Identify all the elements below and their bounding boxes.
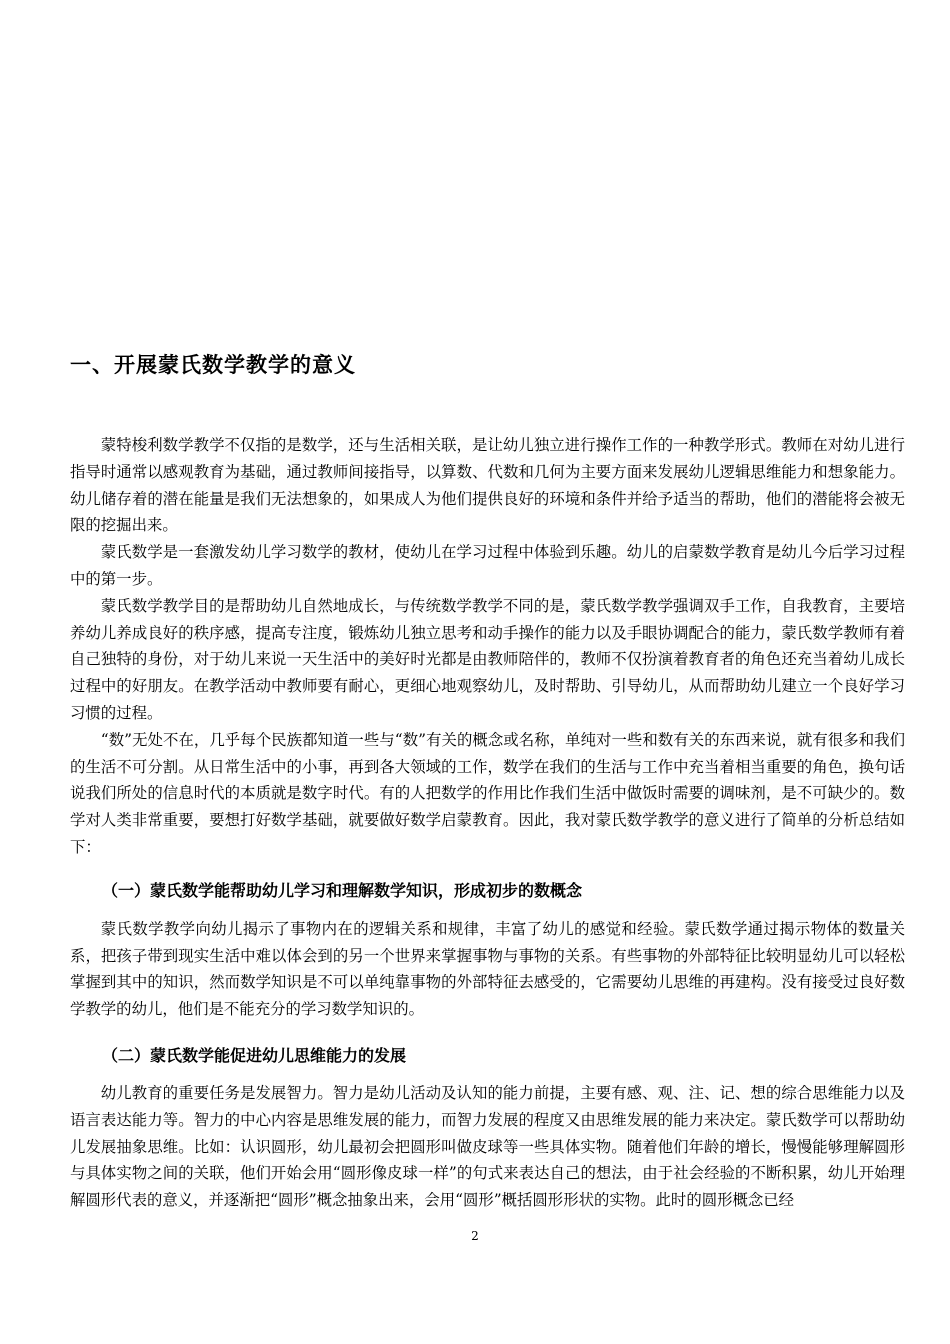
paragraph: 幼儿教育的重要任务是发展智力。智力是幼儿活动及认知的能力前提，主要有感、观、注、记、想的综合思维能力以及语言表达能力等。智力的中心内容是思维发展的能力，而智力发展的程度又由思维发展的能力来决定。蒙氏数学可以帮助幼儿发展抽象思维。比如：认识圆形，幼儿最初会把圆形叫做皮球等一些具体实物。随着他们年龄的增长，慢慢能够理解圆形与具体实物之间的关联，他们开始会用“圆形像皮球一样”的句式来表达自己的想法，由于社会经验的不断积累，幼儿开始理解圆形代表的意义，并逐渐把“圆形”概念抽象出来，会用“圆形”概括圆形形状的实物。此时的圆形概念已经 bbox=[70, 1083, 905, 1210]
paragraph: 蒙氏数学教学目的是帮助幼儿自然地成长，与传统数学教学不同的是，蒙氏数学教学强调双手工作，自我教育，主要培养幼儿养成良好的秩序感，提高专注度，锻炼幼儿独立思考和动手操作的能力以及手眼协调配合的能力，蒙氏数学教师有着自己独特的身份，对于幼儿来说一天生活中的美好时光都是由教师陪伴的，教师不仅扮演着教育者的角色还充当着幼儿成长过程中的好朋友。在教学活动中教师要有耐心，更细心地观察幼儿，及时帮助、引导幼儿，从而帮助幼儿建立一个良好学习习惯的过程。 bbox=[70, 596, 905, 722]
section-heading: 一、开展蒙氏数学教学的意义 bbox=[70, 352, 356, 377]
paragraph: 蒙氏数学教学向幼儿揭示了事物内在的逻辑关系和规律，丰富了幼儿的感觉和经验。蒙氏数学通过揭示物体的数量关系，把孩子带到现实生活中难以体会到的另一个世界来掌握事物与事物的关系。有些事物的外部特征比较明显幼儿可以轻松掌握到其中的知识，然而数学知识是不可以单纯靠事物的外部特征去感受的，它需要幼儿思维的再建构。没有接受过良好数学教学的幼儿，他们是不能充分的学习数学知识的。 bbox=[70, 919, 905, 1019]
paragraph: 蒙氏数学是一套激发幼儿学习数学的教材，使幼儿在学习过程中体验到乐趣。幼儿的启蒙数学教育是幼儿今后学习过程中的第一步。 bbox=[70, 543, 905, 588]
subsection-heading: （二）蒙氏数学能促进幼儿思维能力的发展 bbox=[102, 1045, 407, 1065]
paragraph: “数”无处不在，几乎每个民族都知道一些与“数”有关的概念或名称，单纯对一些和数有关的东西来说，就有很多和我们的生活不可分割。从日常生活中的小事，再到各大领域的工作，数学在我们的生活与工作中充当着相当重要的角色，换句话说我们所处的信息时代的本质就是数字时代。有的人把数学的作用比作我们生活中做饭时需要的调味剂，是不可缺少的。数学对人类非常重要，要想打好数学基础，就要做好数学启蒙教育。因此，我对蒙氏数学教学的意义进行了简单的分析总结如下： bbox=[70, 730, 905, 856]
body-text bbox=[70, 432, 905, 1214]
page-number: 2 bbox=[471, 1229, 479, 1243]
subsection-heading: （一）蒙氏数学能帮助幼儿学习和理解数学知识，形成初步的数概念 bbox=[102, 880, 583, 900]
paragraph: 蒙特梭利数学教学不仅指的是数学，还与生活相关联，是让幼儿独立进行操作工作的一种教学形式。教师在对幼儿进行指导时通常以感观教育为基础，通过教师间接指导，以算数、代数和几何为主要方面来发展幼儿逻辑思维能力和想象能力。幼儿储存着的潜在能量是我们无法想象的，如果成人为他们提供良好的环境和条件并给予适当的帮助，他们的潜能将会被无限的挖掘出来。 bbox=[70, 436, 905, 535]
